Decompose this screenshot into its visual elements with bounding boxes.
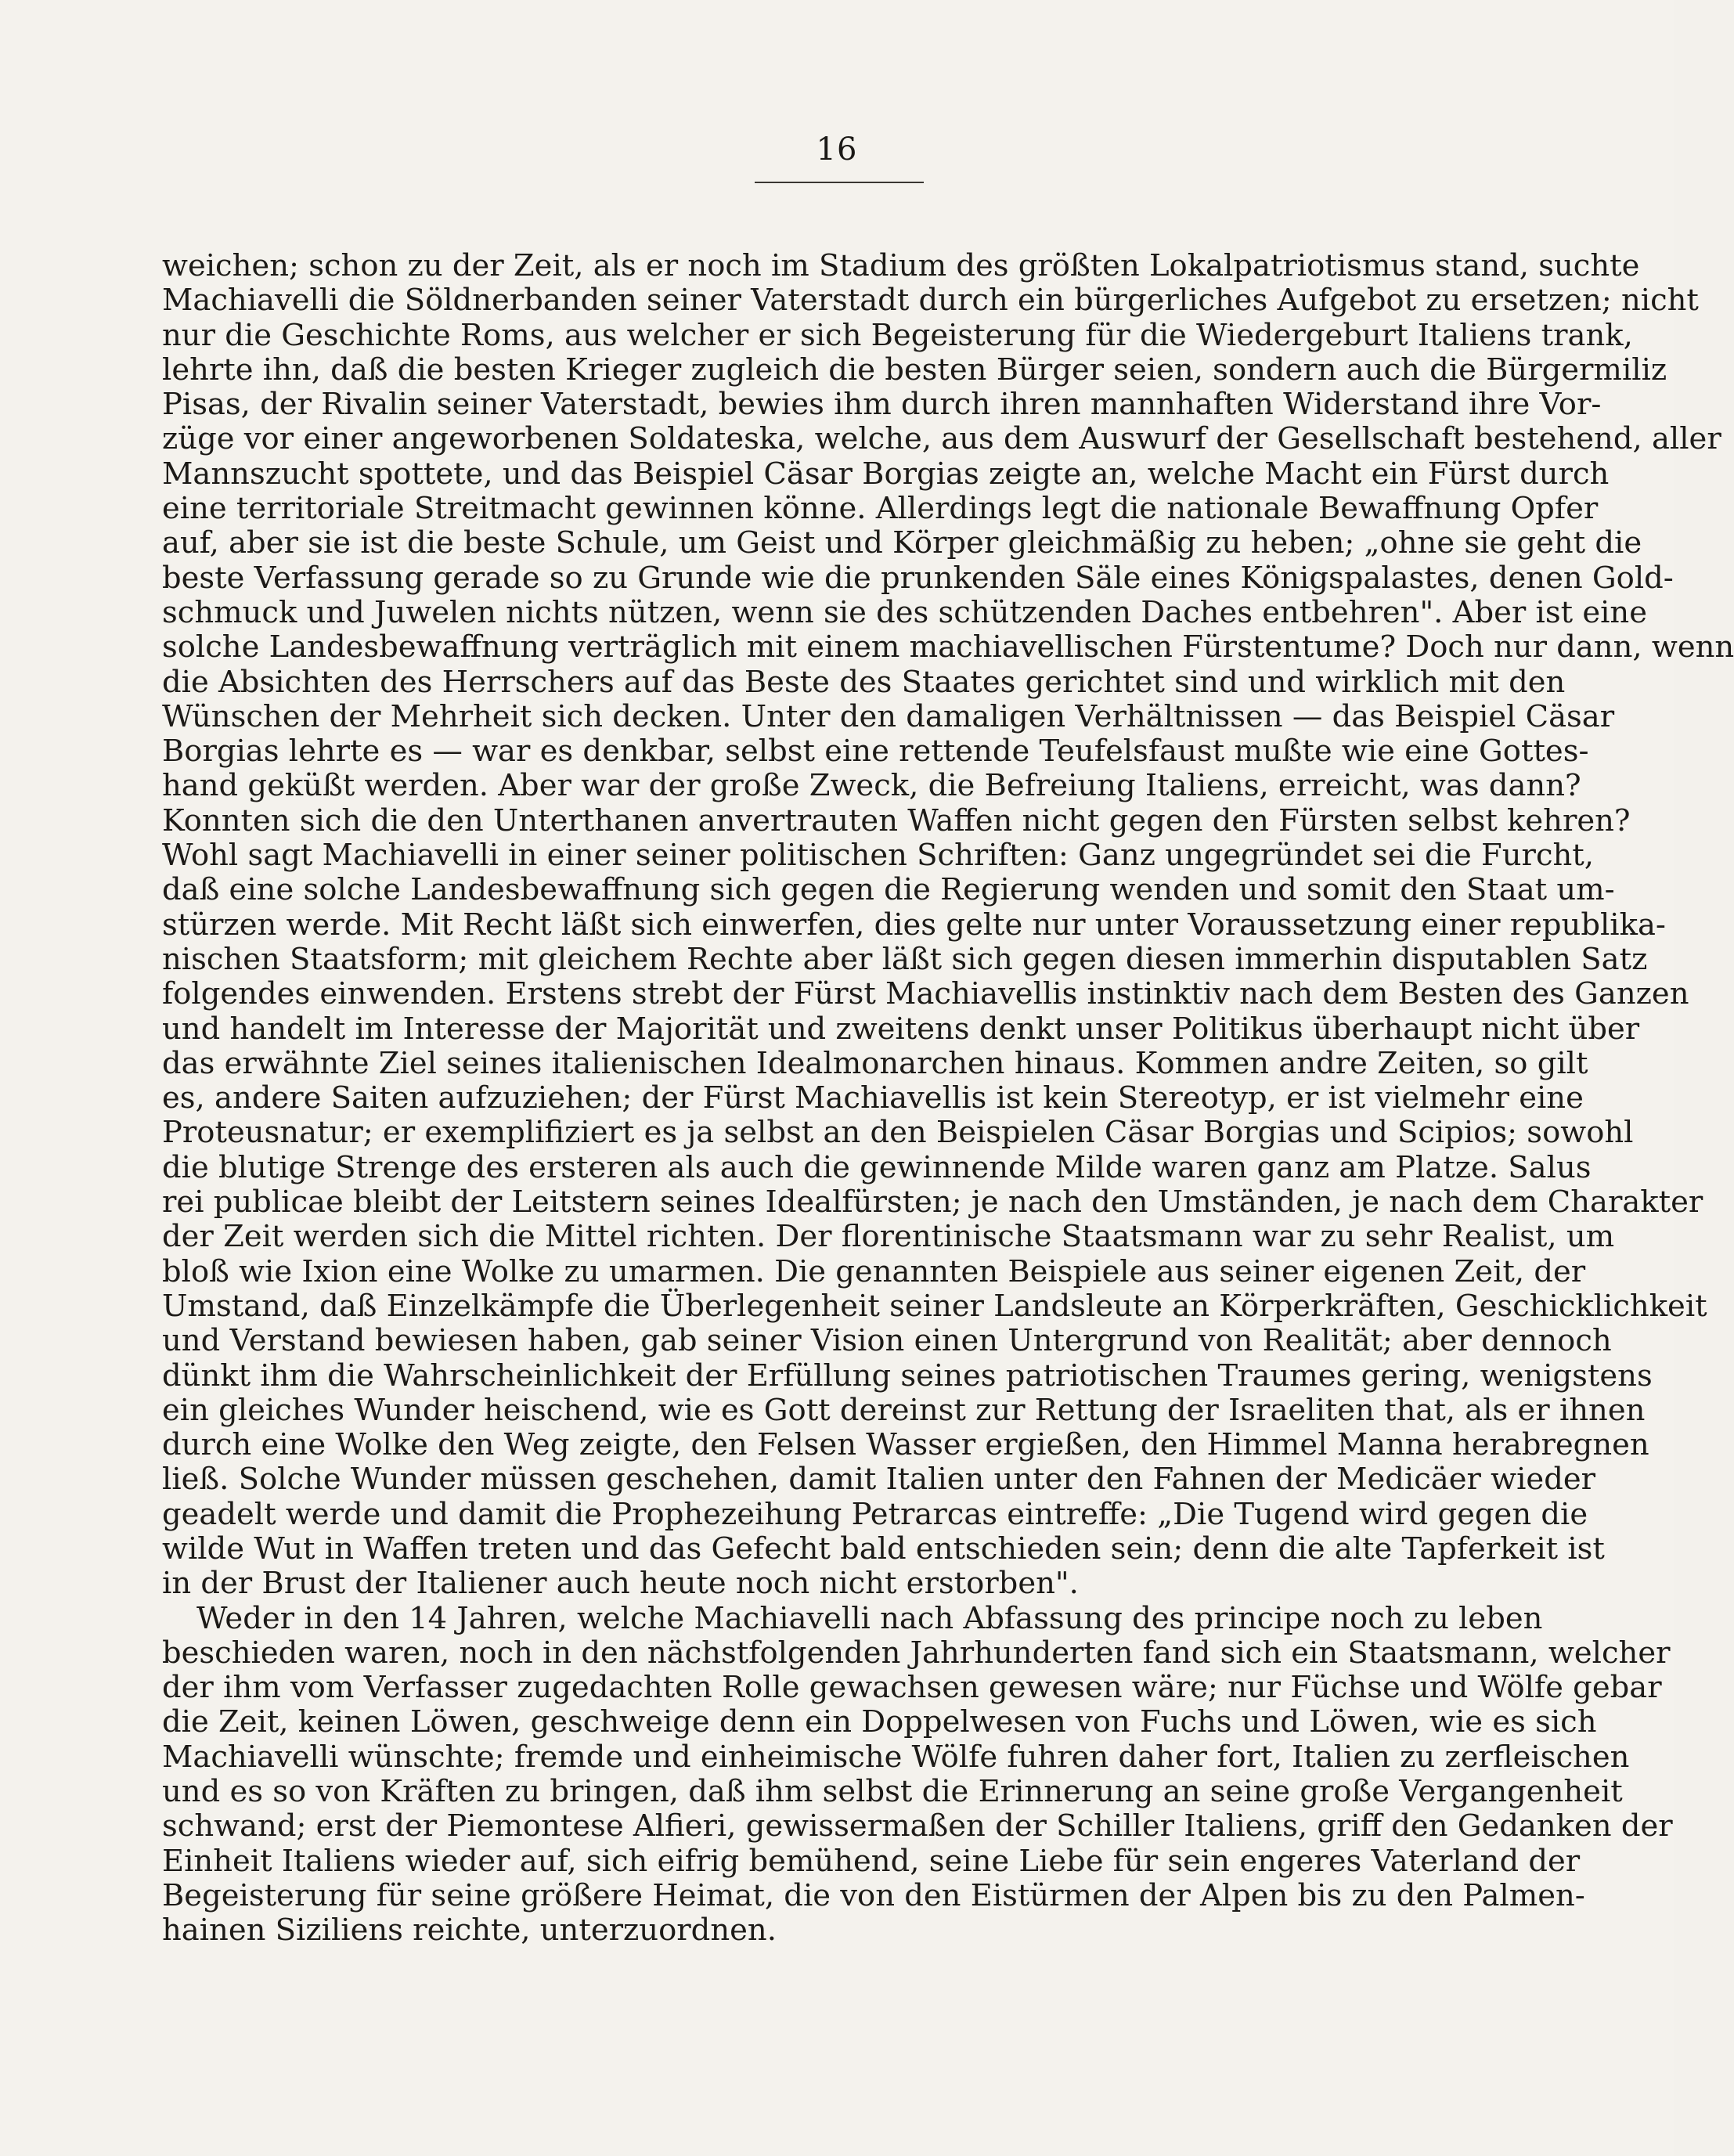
text-line: schmuck und Juwelen nichts nützen, wenn sie des schützenden Daches entbehren". Aber ist eine	[162, 594, 1647, 630]
text-line: bloß wie Ixion eine Wolke zu umarmen. Die genannten Beispiele aus seiner eigenen Zeit, der	[162, 1253, 1586, 1289]
text-line: Umstand, daß Einzelkämpfe die Überlegenheit seiner Landsleute an Körperkräften, Geschicklichkeit	[162, 1288, 1707, 1324]
text-line: die Zeit, keinen Löwen, geschweige denn ein Doppelwesen von Fuchs und Löwen, wie es sich	[162, 1704, 1597, 1740]
header-divider	[755, 182, 924, 183]
text-line: stürzen werde. Mit Recht läßt sich einwerfen, dies gelte nur unter Voraussetzung einer republika-	[162, 907, 1666, 943]
text-line: weichen; schon zu der Zeit, als er noch im Stadium des größten Lokalpatriotismus stand, suchte	[162, 248, 1640, 283]
text-line: geadelt werde und damit die Prophezeihung Petrarcas eintreffe: „Die Tugend wird gegen die	[162, 1496, 1588, 1532]
text-line: dünkt ihm die Wahrscheinlichkeit der Erfüllung seines patriotischen Traumes gering, wenigstens	[162, 1357, 1653, 1393]
text-line: und es so von Kräften zu bringen, daß ihm selbst die Erinnerung an seine große Vergangenheit	[162, 1774, 1623, 1810]
text-line: in der Brust der Italiener auch heute noch nicht erstorben".	[162, 1566, 1079, 1602]
text-line: folgendes einwenden. Erstens strebt der Fürst Machiavellis instinktiv nach dem Besten des Ganzen	[162, 976, 1689, 1012]
text-line: und handelt im Interesse der Majorität und zweitens denkt unser Politikus überhaupt nicht über	[162, 1011, 1640, 1047]
text-line: Wünschen der Mehrheit sich decken. Unter den damaligen Verhältnissen — das Beispiel Cäsar	[162, 698, 1615, 734]
text-line: Proteusnatur; er exemplifiziert es ja selbst an den Beispielen Cäsar Borgias und Scipios; sowohl	[162, 1115, 1634, 1151]
page-number: 16	[816, 132, 858, 168]
body-text	[162, 248, 1734, 1949]
text-line: eine territoriale Streitmacht gewinnen könne. Allerdings legt die nationale Bewaffnung Opfer	[162, 491, 1599, 527]
text-line: auf, aber sie ist die beste Schule, um Geist und Körper gleichmäßig zu heben; „ohne sie geht die	[162, 525, 1642, 561]
text-line: daß eine solche Landesbewaffnung sich gegen die Regierung wenden und somit den Staat um-	[162, 872, 1615, 908]
text-line: durch eine Wolke den Weg zeigte, den Felsen Wasser ergießen, den Himmel Manna herabregnen	[162, 1427, 1649, 1463]
text-line: beschieden waren, noch in den nächstfolgenden Jahrhunderten fand sich ein Staatsmann, welcher	[162, 1635, 1671, 1671]
text-line: nischen Staatsform; mit gleichem Rechte aber läßt sich gegen diesen immerhin disputablen Satz	[162, 941, 1648, 977]
text-line: beste Verfassung gerade so zu Grunde wie die prunkenden Säle eines Königspalastes, denen Gold-	[162, 560, 1674, 596]
text-line: Einheit Italiens wieder auf, sich eifrig bemühend, seine Liebe für sein engeres Vaterland der	[162, 1843, 1581, 1879]
text-line: Wohl sagt Machiavelli in einer seiner politischen Schriften: Ganz ungegründet sei die Furcht,	[162, 838, 1595, 874]
text-line: Begeisterung für seine größere Heimat, die von den Eistürmen der Alpen bis zu den Palmen-	[162, 1877, 1585, 1913]
text-line: schwand; erst der Piemontese Alfieri, gewissermaßen der Schiller Italiens, griff den Gedanken der	[162, 1808, 1673, 1844]
text-line: der Zeit werden sich die Mittel richten. Der florentinische Staatsmann war zu sehr Realist, um	[162, 1219, 1615, 1255]
text-line: hainen Siziliens reichte, unterzuordnen.	[162, 1913, 777, 1949]
text-line: rei publicae bleibt der Leitstern seines Idealfürsten; je nach den Umständen, je nach dem Charakter	[162, 1184, 1703, 1220]
text-line: Konnten sich die den Unterthanen anvertrauten Waffen nicht gegen den Fürsten selbst kehren?	[162, 802, 1631, 838]
text-line: ließ. Solche Wunder müssen geschehen, damit Italien unter den Fahnen der Medicäer wieder	[162, 1462, 1596, 1498]
text-line: der ihm vom Verfasser zugedachten Rolle gewachsen gewesen wäre; nur Füchse und Wölfe gebar	[162, 1670, 1662, 1706]
text-line: lehrte ihn, daß die besten Krieger zugleich die besten Bürger seien, sondern auch die Bürgermiliz	[162, 352, 1667, 388]
text-line: Borgias lehrte es — war es denkbar, selbst eine rettende Teufelsfaust mußte wie eine Gottes-	[162, 734, 1589, 770]
text-line: und Verstand bewiesen haben, gab seiner Vision einen Untergrund von Realität; aber dennoch	[162, 1323, 1612, 1359]
text-line: Pisas, der Rivalin seiner Vaterstadt, bewies ihm durch ihren mannhaften Widerstand ihre Vor-	[162, 387, 1602, 423]
page-header	[0, 132, 1674, 168]
text-line: Weder in den 14 Jahren, welche Machiavelli nach Abfassung des principe noch zu leben	[196, 1600, 1543, 1636]
text-line: Machiavelli wünschte; fremde und einheimische Wölfe fuhren daher fort, Italien zu zerfleischen	[162, 1739, 1630, 1775]
text-line: wilde Wut in Waffen treten und das Gefecht bald entschieden sein; denn die alte Tapferkeit ist	[162, 1530, 1605, 1567]
text-line: nur die Geschichte Roms, aus welcher er sich Begeisterung für die Wiedergeburt Italiens trank,	[162, 317, 1633, 353]
text-line: züge vor einer angeworbenen Soldateska, welche, aus dem Auswurf der Gesellschaft bestehend, aller	[162, 421, 1721, 457]
text-line: es, andere Saiten aufzuziehen; der Fürst Machiavellis ist kein Stereotyp, er ist vielmehr eine	[162, 1080, 1584, 1116]
text-line: ein gleiches Wunder heischend, wie es Gott dereinst zur Rettung der Israeliten that, als er ihnen	[162, 1392, 1646, 1428]
text-line: die blutige Strenge des ersteren als auch die gewinnende Milde waren ganz am Platze. Salus	[162, 1149, 1592, 1185]
text-line: Mannszucht spottete, und das Beispiel Cäsar Borgias zeigte an, welche Macht ein Fürst durch	[162, 456, 1610, 492]
text-line: das erwähnte Ziel seines italienischen Idealmonarchen hinaus. Kommen andre Zeiten, so gilt	[162, 1045, 1588, 1081]
text-line: hand geküßt werden. Aber war der große Zweck, die Befreiung Italiens, erreicht, was dann?	[162, 768, 1581, 804]
paragraph	[162, 248, 1734, 1602]
paragraph	[162, 1600, 1673, 1949]
text-line: die Absichten des Herrschers auf das Beste des Staates gerichtet sind und wirklich mit den	[162, 664, 1566, 700]
text-line: solche Landesbewaffnung verträglich mit einem machiavellischen Fürstentume? Doch nur dann, wenn	[162, 629, 1734, 665]
text-line: Machiavelli die Söldnerbanden seiner Vaterstadt durch ein bürgerliches Aufgebot zu ersetzen; nicht	[162, 283, 1699, 319]
